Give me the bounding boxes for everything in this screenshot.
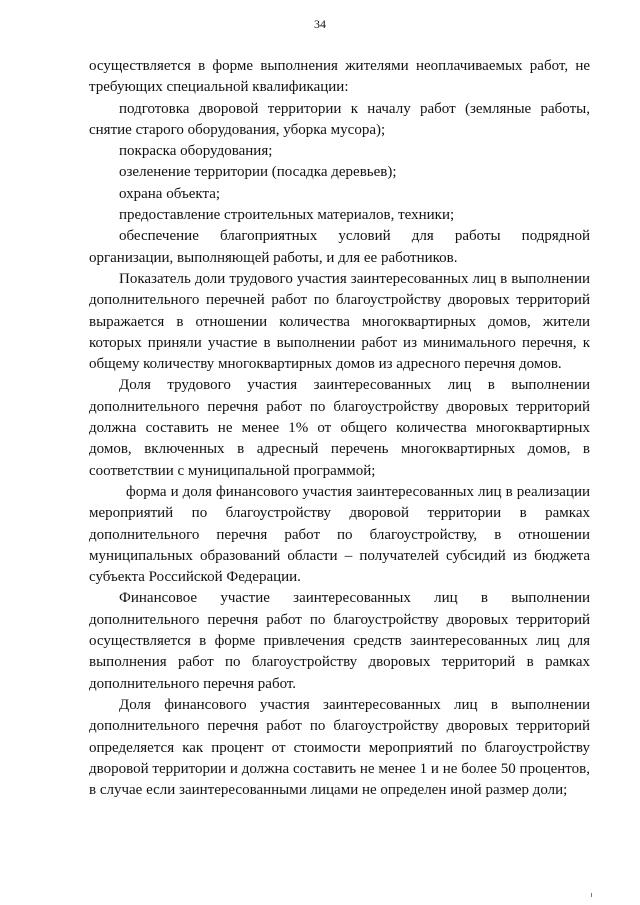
document-body xyxy=(89,56,590,801)
page-number: 34 xyxy=(314,17,326,31)
paragraph-financial-form: форма и доля финансового участия заинтересованных лиц в реализации мероприятий по благоустройству дворовой территории в рамках дополнительного перечня работ по благоустройству, в отношении муниципальных образований области – получателей субсидий из бюджета субъекта Российской Федерации. xyxy=(89,483,590,586)
list-item-painting: покраска оборудования; xyxy=(119,143,273,160)
list-item-site-preparation: подготовка дворовой территории к началу работ (земляные работы, снятие старого оборудования, уборка мусора); xyxy=(89,100,590,138)
paragraph-financial-share: Доля финансового участия заинтересованных лиц в выполнении дополнительного перечня работ по благоустройству дворовых территорий определяется как процент от стоимости мероприятий по благоустройству дворовой территории и должна составить не менее 1 и не более 50 процентов, в случае если заинтересованными лицами не определен иной размер доли; xyxy=(89,696,590,799)
paragraph-financial-participation: Финансовое участие заинтересованных лиц в выполнении дополнительного перечня работ по благоустройству дворовых территорий осуществляется в форме привлечения средств заинтересованных лиц для выполнения работ по благоустройству дворовых территорий в рамках дополнительного перечня работ. xyxy=(89,590,590,692)
paragraph-continuation: осуществляется в форме выполнения жителями неоплачиваемых работ, не требующих специальной квалификации: xyxy=(89,58,590,96)
list-item-security: охрана объекта; xyxy=(119,185,221,202)
paragraph-labor-share: Доля трудового участия заинтересованных лиц в выполнении дополнительного перечня работ по благоустройству дворовых территорий должна составить не менее 1% от общего количества многоквартирных домов, включенных в адресный перечень многоквартирных домов, в соответствии с муниципальной программой; xyxy=(89,377,590,479)
list-item-landscaping: озеленение территории (посадка деревьев); xyxy=(119,164,397,181)
paragraph-labor-indicator: Показатель доли трудового участия заинтересованных лиц в выполнении дополнительного перечней работ по благоустройству дворовых территорий выражается в отношении количества многоквартирных домов, жители которых приняли участие в выполнении работ из минимального перечня, к общему количеству многоквартирных домов из адресного перечня домов. xyxy=(89,270,590,373)
list-item-contractor-conditions: обеспечение благоприятных условий для работы подрядной организации, выполняющей работы, и для ее работников. xyxy=(89,228,590,266)
scan-mark xyxy=(591,893,592,897)
list-item-materials: предоставление строительных материалов, техники; xyxy=(119,207,455,224)
